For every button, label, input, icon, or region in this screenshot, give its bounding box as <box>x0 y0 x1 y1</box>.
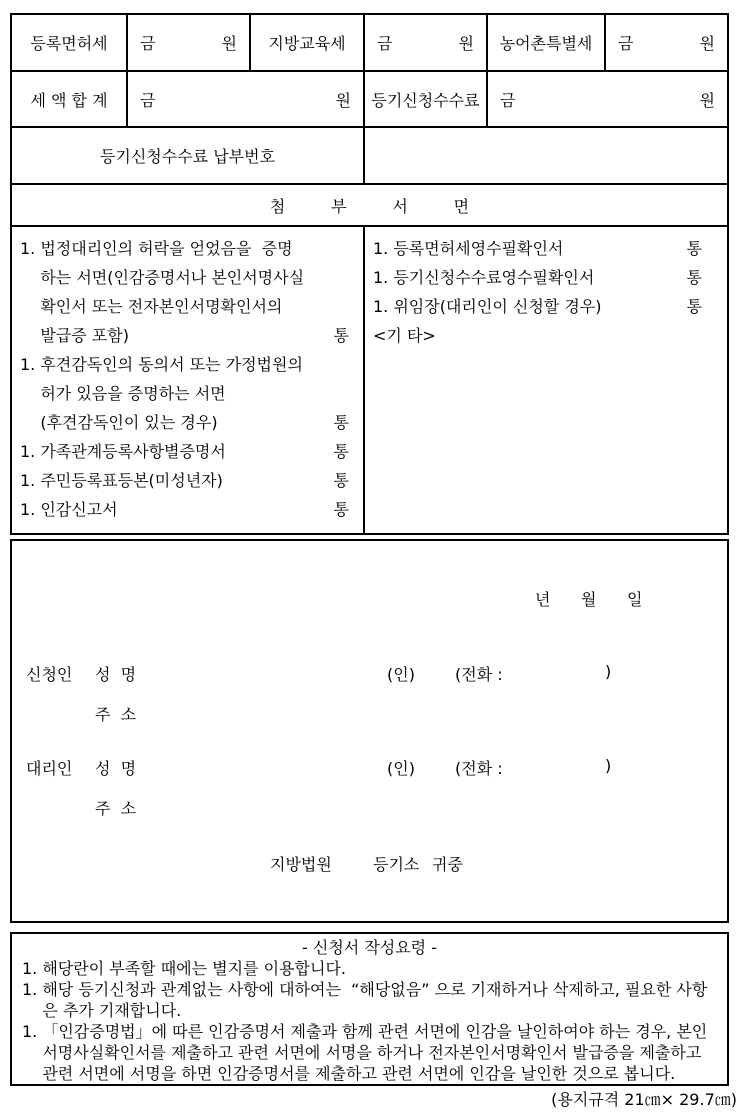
phone-label: (전화 : <box>455 759 503 778</box>
attachment-count: 통 <box>333 500 349 519</box>
attachment-text: 1. 등기신청수수료영수필확인서 <box>373 268 595 287</box>
tax-total-label <box>12 72 128 126</box>
instruction-line: 1. 해당 등기신청과 관계없는 사항에 대하여는 “해당없음” 으로 기재하거나 삭제하고, 필요한 사항 <box>22 980 708 999</box>
attachment-count: 통 <box>333 471 349 490</box>
registration-license-tax-label <box>12 15 128 70</box>
phone-label: (전화 : <box>455 665 503 684</box>
agent-name-row <box>12 756 727 778</box>
rural-special-tax-text: 농어촌특별세 <box>499 34 593 53</box>
amount-won-label: 원 <box>699 34 715 53</box>
address-label: 주 소 <box>95 705 137 724</box>
attachment-text: 1. 법정대리인의 허락을 얻었음을 증명 <box>20 239 293 258</box>
registration-license-tax-text: 등록면허세 <box>30 34 108 53</box>
paper-size-note: (용지규격 21㎝× 29.7㎝) <box>551 1090 737 1109</box>
attachment-count: 통 <box>333 326 349 345</box>
attachment-count: 통 <box>333 442 349 461</box>
rural-special-tax-amount-field[interactable] <box>606 15 727 70</box>
amount-won-label: 원 <box>699 90 715 110</box>
attachment-text: 하는 서면(인감증명서나 본인서명사실 <box>20 268 305 287</box>
attachment-count: 통 <box>686 268 702 287</box>
tax-row-2 <box>12 72 727 128</box>
amount-geum-label: 금 <box>140 34 156 53</box>
tax-row-3 <box>12 128 727 185</box>
attachment-line <box>20 465 349 494</box>
phone-close-paren: ) <box>605 662 612 681</box>
attachments-header <box>12 185 727 227</box>
amount-won-label: 원 <box>221 34 237 53</box>
rural-special-tax-label <box>488 15 606 70</box>
registration-fee-text: 등기신청수수료 <box>371 90 480 110</box>
applicant-address-row <box>12 702 727 724</box>
attachment-line <box>20 233 349 262</box>
attachment-text: 1. 주민등록표등본(미성년자) <box>20 471 223 490</box>
local-education-tax-label <box>251 15 365 70</box>
agent-address-row <box>12 796 727 818</box>
attachment-count: 통 <box>686 239 702 258</box>
registration-fee-label <box>365 72 488 126</box>
attachment-line <box>373 233 702 262</box>
attachment-line <box>20 494 349 523</box>
amount-geum-label: 금 <box>500 90 516 110</box>
attachment-line <box>20 436 349 465</box>
attachments-section <box>12 227 727 533</box>
attachment-line <box>20 320 349 349</box>
local-education-tax-amount-field[interactable] <box>365 15 488 70</box>
applicant-label: 신청인 <box>26 665 73 684</box>
attachment-text: (후견감독인이 있는 경우) <box>20 413 218 432</box>
attachment-line <box>20 378 349 407</box>
amount-won-label: 원 <box>458 34 474 53</box>
district-court-label: 지방법원 <box>270 855 332 874</box>
amount-geum-label: 금 <box>618 34 634 53</box>
amount-geum-label: 금 <box>140 90 156 110</box>
attachment-text: 1. 등록면허세영수필확인서 <box>373 239 564 258</box>
phone-close-paren: ) <box>605 756 612 775</box>
seal-mark: (인) <box>387 759 415 778</box>
registration-license-tax-amount-field[interactable] <box>128 15 251 70</box>
applicant-name-row <box>12 662 727 684</box>
attachment-line <box>20 407 349 436</box>
amount-won-label: 원 <box>335 90 351 110</box>
attachment-line <box>20 262 349 291</box>
attachment-text: 허가 있음을 증명하는 서면 <box>20 384 226 403</box>
court-row <box>12 852 727 874</box>
amount-geum-label: 금 <box>377 34 393 53</box>
attachments-title: 첨 부 서 면 <box>269 196 470 216</box>
dear-label: 귀중 <box>432 855 463 874</box>
instruction-line: 서명사실확인서를 제출하고 관련 서면에 서명을 하거나 전자본인서명확인서 발급증을 제출하고 <box>22 1043 702 1062</box>
attachment-text: 1. 후견감독인의 동의서 또는 가정법원의 <box>20 355 303 374</box>
fee-payment-number-label <box>12 128 365 183</box>
name-label: 성 명 <box>95 665 137 684</box>
fee-payment-number-text: 등기신청수수료 납부번호 <box>99 147 276 166</box>
name-label: 성 명 <box>95 759 137 778</box>
attachment-count: 통 <box>333 413 349 432</box>
instruction-line: 1. 해당란이 부족할 때에는 별지를 이용합니다. <box>22 959 346 978</box>
attachment-line <box>373 262 702 291</box>
instruction-line: 은 추가 기재합니다. <box>22 1001 182 1020</box>
registry-office-label: 등기소 <box>373 855 420 874</box>
attachments-right-column <box>365 227 727 533</box>
attachment-line <box>20 291 349 320</box>
fee-payment-number-field[interactable] <box>365 128 727 183</box>
instructions-box <box>10 932 729 1086</box>
attachment-text: 확인서 또는 전자본인서명확인서의 <box>20 297 283 316</box>
registration-fee-amount-field[interactable] <box>488 72 727 126</box>
local-education-tax-text: 지방교육세 <box>268 34 346 53</box>
tax-total-text: 세 액 합 계 <box>30 90 108 110</box>
seal-mark: (인) <box>387 665 415 684</box>
attachment-count: 통 <box>686 297 702 316</box>
agent-label: 대리인 <box>26 759 73 778</box>
attachment-line <box>373 291 702 320</box>
instruction-line: 관련 서면에 서명을 하면 인감증명서를 제출하고 관련 서면에 인감을 날인한 것으로 봅니다. <box>22 1064 676 1083</box>
instruction-line: 1. 「인감증명법」에 따른 인감증명서 제출과 함께 관련 서면에 인감을 날인하여야 하는 경우, 본인 <box>22 1022 708 1041</box>
tax-row-1 <box>12 15 727 72</box>
attachment-text: 1. 위임장(대리인이 신청할 경우) <box>373 297 602 316</box>
attachments-left-column <box>12 227 365 533</box>
attachment-text: 1. 가족관계등록사항별증명서 <box>20 442 226 461</box>
date-line: 년 월 일 <box>535 590 643 609</box>
attachment-line <box>373 320 702 349</box>
signature-box <box>10 539 729 923</box>
attachment-line <box>20 349 349 378</box>
attachment-text: 발급증 포함) <box>20 326 129 345</box>
tax-total-amount-field[interactable] <box>128 72 365 126</box>
instructions-title: - 신청서 작성요령 - <box>302 938 437 957</box>
address-label: 주 소 <box>95 799 137 818</box>
tax-and-attachments-box <box>10 13 729 535</box>
attachment-text: <기 타> <box>373 326 436 345</box>
attachment-text: 1. 인감신고서 <box>20 500 118 519</box>
